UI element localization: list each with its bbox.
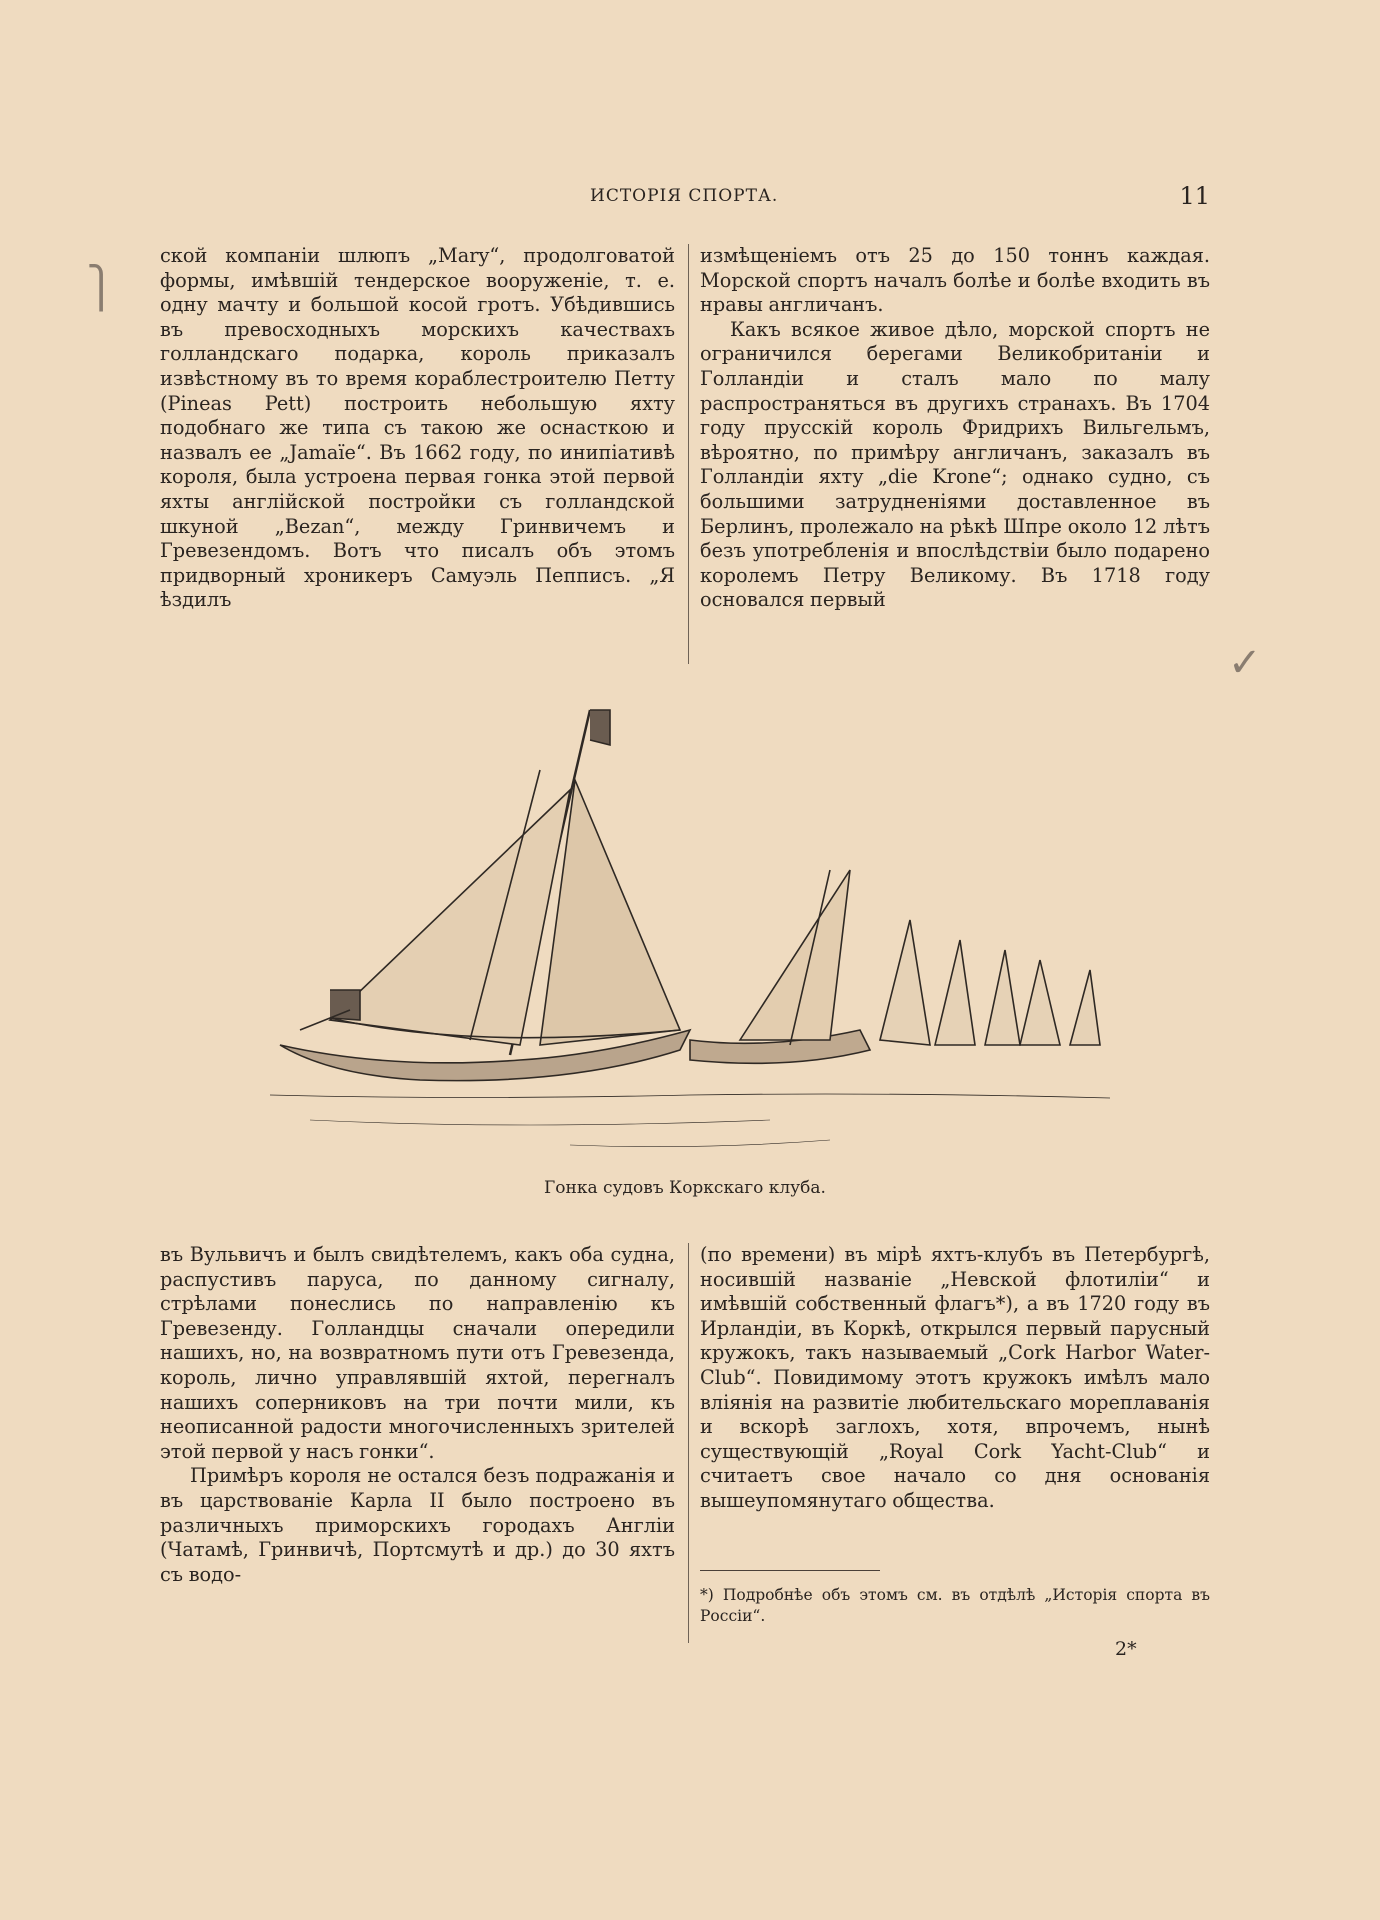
- column-divider: [688, 1243, 689, 1643]
- footnote: *) Подробнѣе объ этомъ см. въ отдѣлѣ „Исторія спорта въ Россіи“.: [700, 1586, 1210, 1625]
- bottom-right-column: [700, 1243, 1210, 1514]
- top-right-column: [700, 244, 1210, 613]
- paragraph: (по времени) въ мірѣ яхтъ-клубъ въ Петербургѣ, носившій названіе „Невской флотиліи“ и имѣвшій собственный флагъ*), а въ 1720 году въ Ирландіи, въ Коркѣ, открылся первый парусный кружокъ, такъ называемый „Cork Harbor Water-Club“. Повидимому этотъ кружокъ имѣлъ мало вліянія на развитіе любительскаго мореплаванія и вскорѣ заглохъ, хотя, впрочемъ, нынѣ существующій „Royal Cork Yacht-Club“ и считаетъ свое начало со дня основанія вышеупомянутаго общества.: [700, 1243, 1210, 1512]
- paragraph: въ Вульвичъ и былъ свидѣтелемъ, какъ оба судна, распустивъ паруса, по данному сигналу, стрѣлами понеслись по направленію къ Гревезенду. Голландцы сначали опередили нашихъ, но, на возвратномъ пути отъ Гревезенда, король, лично управлявшій яхтой, перегналъ нашихъ соперниковъ на три почти мили, къ неописанной радости многочисленныхъ зрителей этой первой у насъ гонки“.: [160, 1243, 675, 1463]
- illustration-caption: Гонка судовъ Коркскаго клуба.: [544, 1178, 826, 1198]
- paragraph: Примѣръ короля не остался безъ подражанія и въ царствованіе Карла II было построено въ различныхъ приморскихъ городахъ Англіи (Чатамѣ, Гринвичѣ, Портсмутѣ и др.) до 30 яхтъ съ водо-: [160, 1464, 675, 1586]
- pencil-mark-icon: ⎫: [86, 265, 116, 311]
- paragraph: Какъ всякое живое дѣло, морской спортъ не ограничился берегами Великобританіи и Голландіи и сталъ мало по малу распространяться въ другихъ странахъ. Въ 1704 году прусскій король Фридрихъ Вильгельмъ, вѣроятно, по примѣру англичанъ, заказалъ въ Голландіи яхту „die Krone“; однако судно, съ большими затрудненіями доставленное въ Берлинъ, пролежало на рѣкѣ Шпре около 12 лѣтъ безъ употребленія и впослѣдствіи было подарено королемъ Петру Великому. Въ 1718 году основался первый: [700, 317, 1210, 612]
- column-divider: [688, 244, 689, 664]
- paragraph: измѣщеніемъ отъ 25 до 150 тоннъ каждая. Морской спортъ началъ болѣе и болѣе входить въ нравы англичанъ.: [700, 244, 1210, 317]
- yacht-race-engraving: [270, 700, 1110, 1170]
- footnote-rule: [700, 1570, 880, 1571]
- top-left-column: [160, 244, 675, 613]
- page-header: [160, 182, 1210, 212]
- paragraph: ской компаніи шлюпъ „Mary“, продолговатой формы, имѣвшій тендерское вооруженіе, т. е. одну мачту и большой косой гротъ. Убѣдившись въ превосходныхъ морскихъ качествахъ голландскаго подарка, король приказалъ извѣстному въ то время кораблестроителю Петту (Pineas Pett) построить небольшую яхту подобнаго же типа съ такою же оснасткою и назвалъ ее „Jamaïe“. Въ 1662 году, по инипіативѣ короля, была устроена первая гонка этой первой яхты англійской постройки съ голландской шкуной „Bezan“, между Гринвичемъ и Гревезендомъ. Вотъ что писалъ объ этомъ придворный хроникеръ Самуэль Пепписъ. „Я ѣздилъ: [160, 244, 675, 612]
- running-title: ИСТОРІЯ СПОРТА.: [590, 186, 779, 206]
- bottom-left-column: [160, 1243, 675, 1587]
- pencil-check-icon: ✓: [1228, 640, 1262, 686]
- signature-mark: 2*: [1115, 1638, 1137, 1660]
- page-number: 11: [1179, 182, 1210, 210]
